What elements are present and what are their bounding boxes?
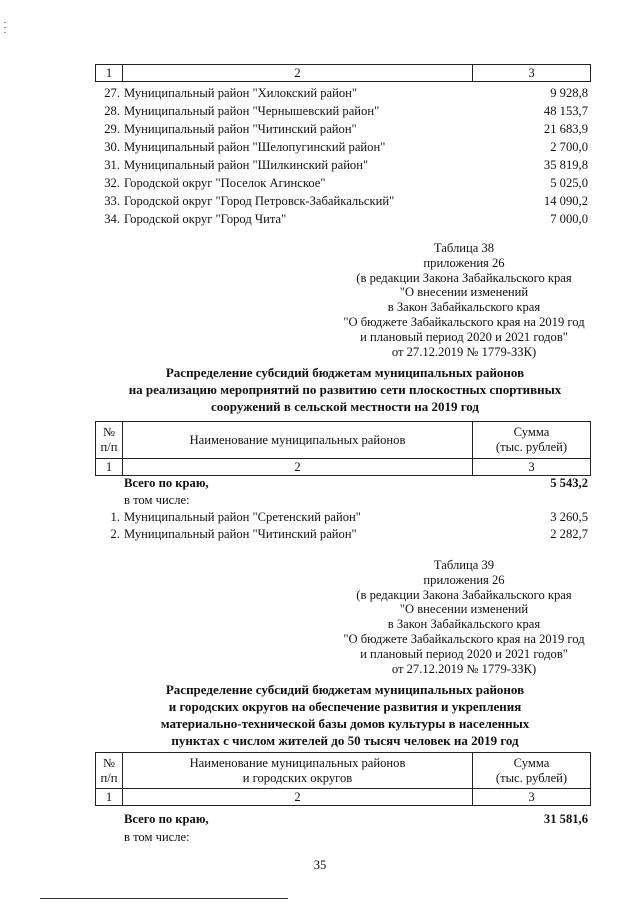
index-cell-1: 1 — [96, 789, 123, 806]
table-top-index-row — [95, 64, 591, 82]
scan-mark — [4, 22, 6, 23]
column-header-number: № п/п — [96, 422, 123, 459]
index-cell-2: 2 — [123, 459, 473, 476]
table38-including: в том числе: — [124, 493, 190, 507]
table39-header — [95, 752, 591, 806]
scan-mark — [4, 27, 6, 28]
index-cell-2: 2 — [123, 65, 473, 82]
table38-title: Распределение субсидий бюджетам муниципальных районов на реализацию мероприятий по развитию сети плоскостных спортивных сооружений в сельской местности на 2019 год — [128, 365, 562, 414]
table-row: 34. Городской округ "Город Чита" 7 000,0 — [104, 212, 588, 226]
index-cell-3: 3 — [473, 459, 591, 476]
table39-title: Распределение субсидий бюджетам муниципальных районов и городских округов на обеспечение развития и укрепления материально-технической базы домов культуры в населенных пунктах с числом жителей до 50 тысяч человек на 2019 год — [160, 682, 530, 748]
index-cell-1: 1 — [96, 459, 123, 476]
table-row: 31. Муниципальный район "Шилкинский район" 35 819,8 — [104, 158, 588, 172]
table-row: 2. Муниципальный район "Читинский район" 2 282,7 — [110, 527, 588, 541]
table-row: 33. Городской округ "Город Петровск-Забайкальский" 14 090,2 — [104, 194, 588, 208]
footer-rule — [40, 898, 288, 899]
table39-annex-header: Таблица 39 приложения 26 (в редакции Закона Забайкальского края "О внесении изменений в Закон Забайкальского края "О бюджете Забайкальского края на 2019 год и плановый период 2020 и 2021 годов" от 27.12.2019 № 1779-ЗЗК) — [343, 558, 585, 676]
table39-including: в том числе: — [124, 830, 190, 844]
table-row: 32. Городской округ "Поселок Агинское" 5 025,0 — [104, 176, 588, 190]
table39-total-row: Всего по краю, 31 581,6 — [124, 812, 588, 826]
table-row: 27. Муниципальный район "Хилокский район" 9 928,8 — [104, 86, 588, 100]
table38-header — [95, 421, 591, 476]
table38-annex-header: Таблица 38 приложения 26 (в редакции Закона Забайкальского края "О внесении изменений в Закон Забайкальского края "О бюджете Забайкальского края на 2019 год и плановый период 2020 и 2021 годов" от 27.12.2019 № 1779-ЗЗК) — [343, 241, 585, 359]
column-header-number: № п/п — [96, 753, 123, 789]
table-row: 28. Муниципальный район "Чернышевский район" 48 153,7 — [104, 104, 588, 118]
column-header-name: Наименование муниципальных районов — [123, 422, 473, 459]
column-header-sum: Сумма (тыс. рублей) — [473, 422, 591, 459]
page-number: 35 — [313, 858, 327, 872]
index-cell-1: 1 — [96, 65, 123, 82]
column-header-sum: Сумма (тыс. рублей) — [473, 753, 591, 789]
table-row: 29. Муниципальный район "Читинский район" 21 683,9 — [104, 122, 588, 136]
index-cell-3: 3 — [473, 65, 591, 82]
column-header-name: Наименование муниципальных районов и городских округов — [123, 753, 473, 789]
table-row: 1. Муниципальный район "Сретенский район" 3 260,5 — [110, 510, 588, 524]
table38-total-row: Всего по краю, 5 543,2 — [124, 476, 588, 490]
index-cell-2: 2 — [123, 789, 473, 806]
scan-mark — [4, 32, 6, 33]
table-row: 30. Муниципальный район "Шелопугинский район" 2 700,0 — [104, 140, 588, 154]
index-cell-3: 3 — [473, 789, 591, 806]
